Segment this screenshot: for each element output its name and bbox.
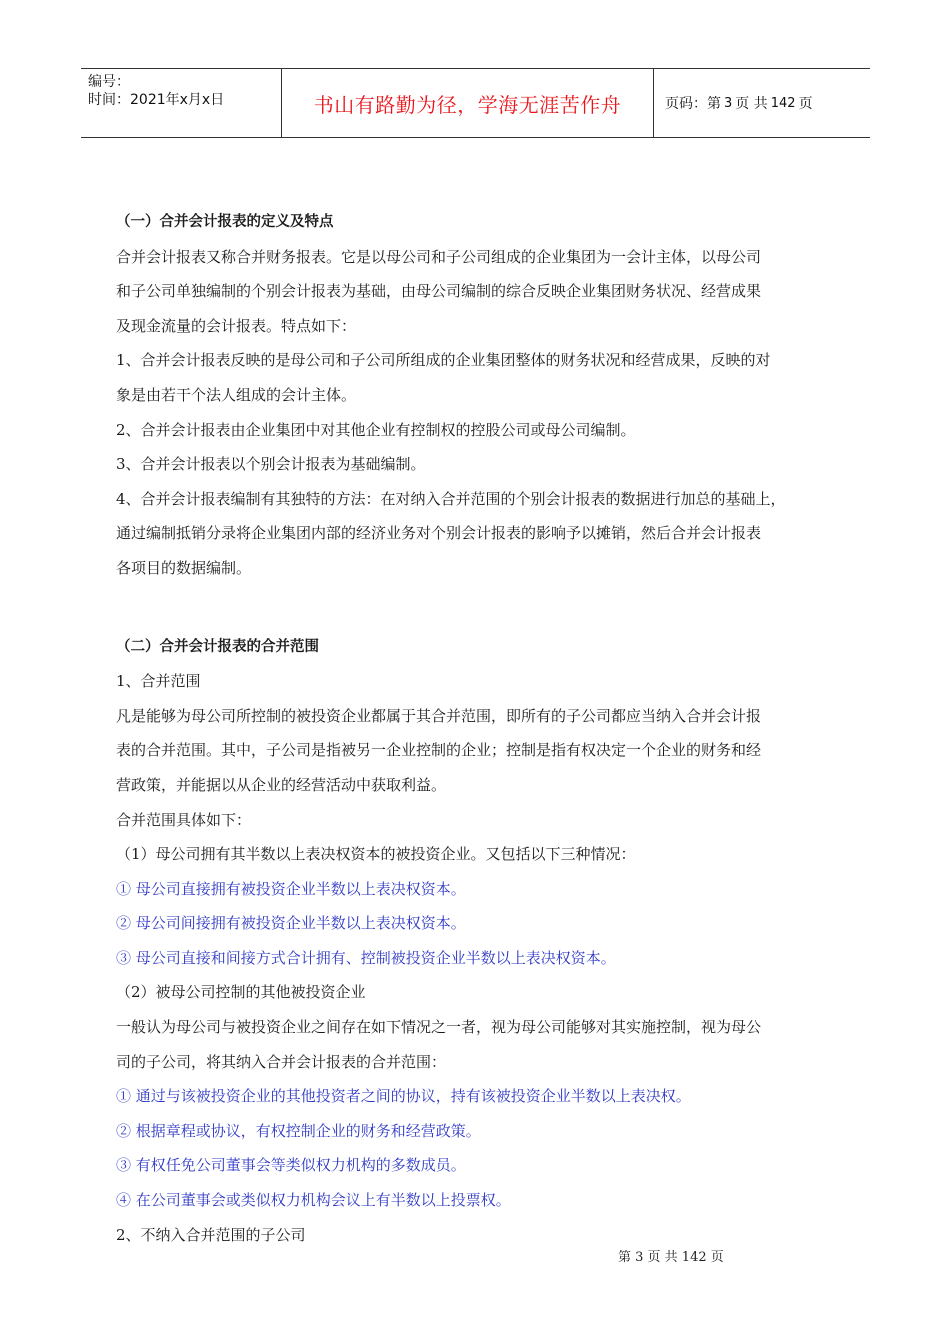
paragraph-line: 象是由若干个法人组成的会计主体。 (116, 385, 357, 404)
document-body (116, 205, 836, 1252)
list-item: ② 根据章程或协议，有权控制企业的财务和经营政策。 (116, 1121, 481, 1140)
code-label: 编号： (88, 74, 130, 90)
paragraph-line: 3、合并会计报表以个别会计报表为基础编制。 (116, 455, 426, 474)
page-number: 3 (724, 95, 733, 111)
paragraph-line: 凡是能够为母公司所控制的被投资企业都属于其合并范围，即所有的子公司都应当纳入合并会计报 (116, 706, 762, 725)
header-page-info (665, 69, 813, 137)
time-label: 时间：2021年x月x日 (88, 92, 225, 108)
paragraph-line: 合并会计报表又称合并财务报表。它是以母公司和子公司组成的企业集团为一会计主体，以母公司 (116, 247, 762, 266)
page-suffix: 页 (798, 96, 813, 112)
paragraph-line: 1、合并范围 (116, 672, 201, 691)
paragraph-line: 营政策，并能据以从企业的经营活动中获取利益。 (116, 775, 447, 794)
paragraph-line: 2、不纳入合并范围的子公司 (116, 1225, 306, 1244)
page-footer: 第 3 页 共 142 页 (618, 1250, 724, 1265)
paragraph-line: 及现金流量的会计报表。特点如下： (116, 316, 357, 335)
page-mid: 页 共 (735, 96, 768, 112)
paragraph-line: 一般认为母公司与被投资企业之间存在如下情况之一者，视为母公司能够对其实施控制，视为母公 (116, 1018, 762, 1037)
paragraph-line: 表的合并范围。其中，子公司是指被另一企业控制的企业；控制是指有权决定一个企业的财务和经 (116, 741, 762, 760)
section-heading: （二）合并会计报表的合并范围 (116, 638, 319, 655)
list-item: ③ 有权任免公司董事会等类似权力机构的多数成员。 (116, 1156, 466, 1175)
paragraph-line: （2）被母公司控制的其他被投资企业 (116, 983, 366, 1002)
header-motto: 书山有路勤为径，学海无涯苦作舟 (313, 92, 622, 117)
paragraph-line: 2、合并会计报表由企业集团中对其他企业有控制权的控股公司或母公司编制。 (116, 420, 636, 439)
page-prefix: 页码：第 (665, 96, 721, 112)
paragraph-line: （1）母公司拥有其半数以上表决权资本的被投资企业。又包括以下三种情况： (116, 845, 636, 864)
list-item: ① 通过与该被投资企业的其他投资者之间的协议，持有该被投资企业半数以上表决权。 (116, 1087, 691, 1106)
paragraph-line: 通过编制抵销分录将企业集团内部的经济业务对个别会计报表的影响予以摊销，然后合并会计报表 (116, 524, 762, 543)
section-gap (116, 586, 836, 630)
list-item: ③ 母公司直接和间接方式合计拥有、控制被投资企业半数以上表决权资本。 (116, 948, 616, 967)
document-header (81, 68, 870, 138)
paragraph-line: 和子公司单独编制的个别会计报表为基础，由母公司编制的综合反映企业集团财务状况、经营成果 (116, 282, 762, 301)
paragraph-line: 各项目的数据编制。 (116, 558, 252, 577)
header-divider (653, 69, 654, 137)
paragraph-line: 司的子公司，将其纳入合并会计报表的合并范围： (116, 1052, 447, 1071)
paragraph-line: 合并范围具体如下： (116, 810, 252, 829)
header-meta (88, 73, 224, 109)
list-item: ④ 在公司董事会或类似权力机构会议上有半数以上投票权。 (116, 1191, 511, 1210)
paragraph-line: 1、合并会计报表反映的是母公司和子公司所组成的企业集团整体的财务状况和经营成果，反映的对 (116, 351, 771, 370)
section-heading: （一）合并会计报表的定义及特点 (116, 214, 334, 230)
page-total: 142 (770, 95, 796, 111)
paragraph-line: 4、合并会计报表编制有其独特的方法：在对纳入合并范围的个别会计报表的数据进行加总的基础上， (116, 489, 786, 508)
list-item: ① 母公司直接拥有被投资企业半数以上表决权资本。 (116, 879, 466, 898)
list-item: ② 母公司间接拥有被投资企业半数以上表决权资本。 (116, 914, 466, 933)
